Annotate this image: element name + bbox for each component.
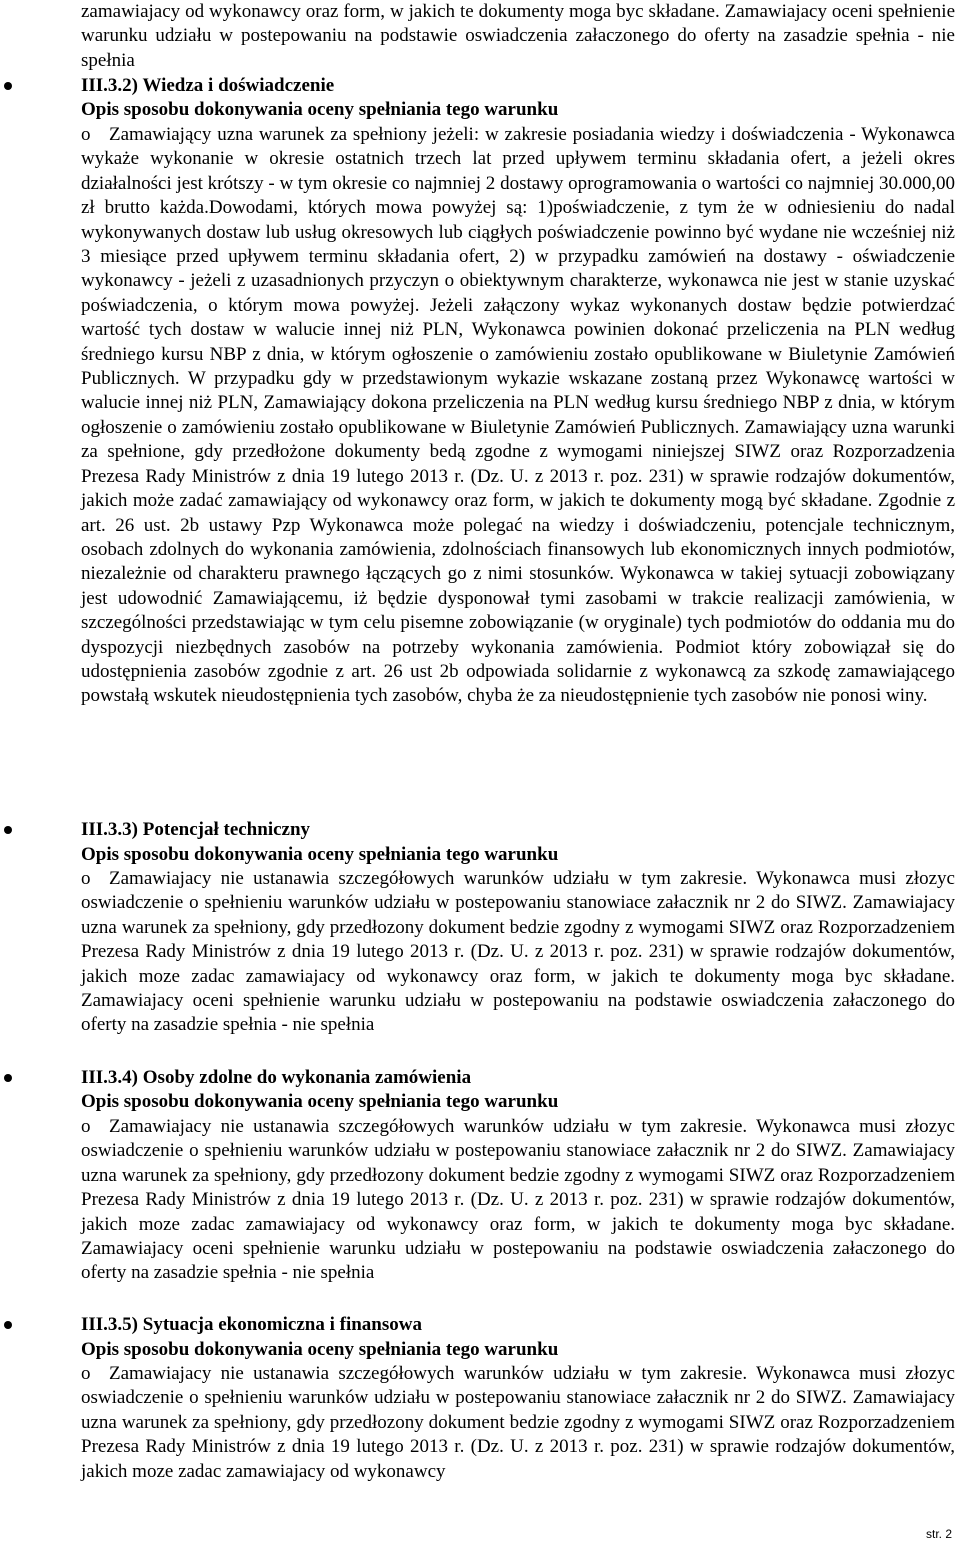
list-marker: o <box>81 1363 91 1384</box>
section-opis: Opis sposobu dokonywania oceny spełniania tego warunku <box>81 1339 559 1360</box>
section-heading-3-2 <box>81 74 334 98</box>
section-heading-3-3 <box>81 818 310 842</box>
section-title: Wiedza i doświadczenie <box>142 75 335 96</box>
section-number: III.3.2) <box>81 75 139 96</box>
section-text: Zamawiajacy nie ustanawia szczegółowych warunków udziału w tym zakresie. Wykonawca musi złozyc oswiadczenie o spełnieniu warunków udziału w postepowaniu stanowiace załacznik nr 2 do SIWZ. Zamawiajacy uzna warunek za spełniony, gdy przedłozony dokument bedzie zgodny z wymogami SIWZ oraz Rozporzadzeniem Prezesa Rady Ministrów z dnia 19 lutego 2013 r. (Dz. U. z 2013 r. poz. 231) w sprawie rodzajów dokumentów, jakich moze zadac zamawiajacy od wykonawcy oraz form, w jakich te dokumenty moga byc składane. Zamawiajacy oceni spełnienie warunku udziału w postepowaniu na podstawie oswiadczenia załaczonego do oferty na zasadzie spełnia - nie spełnia <box>81 1116 955 1284</box>
page-number: str. 2 <box>925 1527 952 1541</box>
section-number: III.3.4) <box>81 1067 139 1088</box>
section-opis: Opis sposobu dokonywania oceny spełniania tego warunku <box>81 1091 559 1112</box>
section-text: Zamawiajacy nie ustanawia szczegółowych warunków udziału w tym zakresie. Wykonawca musi złozyc oswiadczenie o spełnieniu warunków udziału w postepowaniu stanowiace załacznik nr 2 do SIWZ. Zamawiajacy uzna warunek za spełniony, gdy przedłozony dokument bedzie zgodny z wymogami SIWZ oraz Rozporzadzeniem Prezesa Rady Ministrów z dnia 19 lutego 2013 r. (Dz. U. z 2013 r. poz. 231) w sprawie rodzajów dokumentów, jakich moze zadac zamawiajacy od wykonawcy <box>81 1363 955 1482</box>
list-marker: o <box>81 124 91 145</box>
section-number: III.3.3) <box>81 819 139 840</box>
list-marker: o <box>81 868 91 889</box>
bullet-icon <box>4 1321 12 1329</box>
section-number: III.3.5) <box>81 1314 139 1335</box>
section-title: Potencjał techniczny <box>142 819 311 840</box>
bullet-icon <box>4 82 12 90</box>
section-opis: Opis sposobu dokonywania oceny spełniania tego warunku <box>81 99 559 120</box>
top-paragraph: zamawiajacy od wykonawcy oraz form, w jakich te dokumenty moga byc składane. Zamawiajacy oceni spełnienie warunku udziału w postepowaniu na podstawie oswiadczenia załaczonego do oferty na zasadzie spełnia - nie spełnia <box>81 1 955 71</box>
bullet-icon <box>4 826 12 834</box>
section-opis: Opis sposobu dokonywania oceny spełniania tego warunku <box>81 844 559 865</box>
section-text: Zamawiajacy nie ustanawia szczegółowych warunków udziału w tym zakresie. Wykonawca musi złozyc oswiadczenie o spełnieniu warunków udziału w postepowaniu stanowiace załacznik nr 2 do SIWZ. Zamawiajacy uzna warunek za spełniony, gdy przedłozony dokument bedzie zgodny z wymogami SIWZ oraz Rozporzadzeniem Prezesa Rady Ministrów z dnia 19 lutego 2013 r. (Dz. U. z 2013 r. poz. 231) w sprawie rodzajów dokumentów, jakich moze zadac zamawiajacy od wykonawcy oraz form, w jakich te dokumenty moga byc składane. Zamawiajacy oceni spełnienie warunku udziału w postepowaniu na podstawie oswiadczenia załaczonego do oferty na zasadzie spełnia - nie spełnia <box>81 868 955 1036</box>
list-marker: o <box>81 1116 91 1137</box>
section-title: Osoby zdolne do wykonania zamówienia <box>142 1067 472 1088</box>
section-title: Sytuacja ekonomiczna i finansowa <box>142 1314 422 1335</box>
section-heading-3-5 <box>81 1313 422 1337</box>
bullet-icon <box>4 1074 12 1082</box>
section-heading-3-4 <box>81 1066 471 1090</box>
section-text: Zamawiający uzna warunek za spełniony jeżeli: w zakresie posiadania wiedzy i doświadczenia - Wykonawca wykaże wykonanie w okresie ostatnich trzech lat przed upływem terminu składania ofert, a jeżeli okres działalności jest krótszy - w tym okresie co najmniej 2 dostawy oprogramowania o wartości co najmniej 30.000,00 zł brutto każda.Dowodami, których mowa powyżej są: 1)poświadczenie, z tym że w odniesieniu do nadal wykonywanych dostaw lub usług okresowych lub ciągłych poświadczenie powinno być wydane nie wcześniej niż 3 miesiące przed upływem terminu składania ofert, 2) w przypadku zamówień na dostawy - oświadczenie wykonawcy - jeżeli z uzasadnionych przyczyn o obiektywnym charakterze, wykonawca nie jest w stanie uzyskać poświadczenia, o którym mowa powyżej. Jeżeli załączony wykaz wykonanych dostaw będzie potwierdzać wartość tych dostaw w walucie innej niż PLN, Wykonawca powinien dokonać przeliczenia na PLN według średniego kursu NBP z dnia, w którym ogłoszenie o zamówieniu zostało opublikowane w Biuletynie Zamówień Publicznych. W przypadku gdy w przedstawionym wykazie wskazane zostaną przez Wykonawcę wartości w walucie innej niż PLN, Zamawiający dokona przeliczenia na PLN według kursu średniego NBP z dnia, w którym ogłoszenie o zamówieniu zostało opublikowane w Biuletynie Zamówień Publicznych. Zamawiający uzna warunki za spełnione, gdy przedłożone dokumenty bedą zgodne z wymogami niniejszej SIWZ oraz Rozporzadzenia Prezesa Rady Ministrów z dnia 19 lutego 2013 r. (Dz. U. z 2013 r. poz. 231) w sprawie rodzajów dokumentów, jakich może zadać zamawiający od wykonawcy oraz form, w jakich te dokumenty mogą być składane. Zgodnie z art. 26 ust. 2b ustawy Pzp Wykonawca może polegać na wiedzy i doświadczeniu, potencjale technicznym, osobach zdolnych do wykonania zamówienia, zdolnościach finansowych lub ekonomicznych innych podmiotów, niezależnie od charakteru prawnego łączących go z nimi stosunków. Wykonawca w takiej sytuacji zobowiązany jest udowodnić Zamawiającemu, iż będzie dysponował tymi zasobami w trakcie realizacji zamówienia, w szczególności przedstawiając w tym celu pisemne zobowiązanie (w oryginale) tych podmiotów do oddania mu do dyspozycji niezbędnych zasobów na potrzeby wykonania zamówienia. Podmiot który zobowiązał się do udostępnienia zasobów zgodnie z art. 26 ust 2b odpowiada solidarnie z wykonawcą za szkodę zamawiającego powstałą wskutek nieudostępnienia tych zasobów, chyba że za nieudostępnienie tych zasobów nie ponosi winy. <box>81 124 955 707</box>
